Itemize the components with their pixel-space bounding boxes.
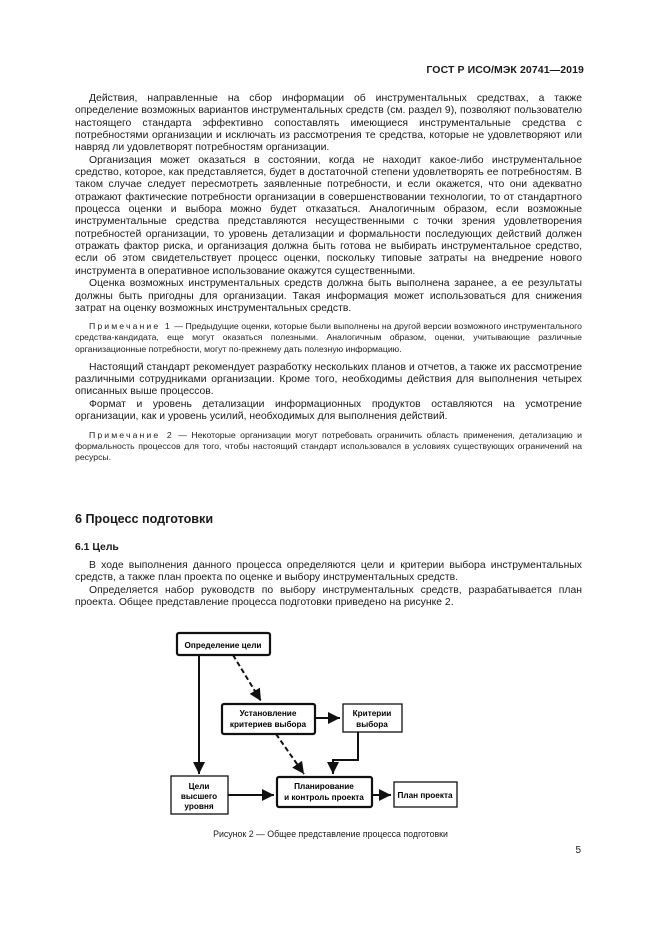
label-plan-1: Планирование bbox=[294, 782, 354, 791]
arrow-critout-to-planning bbox=[333, 732, 358, 774]
label-criteria-1: Установление bbox=[239, 709, 297, 718]
svg-text:критериев выбора bbox=[230, 719, 307, 729]
note-text: — Предыдущие оценки, которые были выполнены на другой версии возможного инструментального средства-кандидата, еще могут оказаться полезными. Аналогичным образом, оценки, учитывающие различные организационные потребности, могут по-прежнему дать полезную информацию. bbox=[75, 321, 582, 354]
svg-text:и контроль проекта bbox=[284, 793, 364, 802]
label-high-1: Цели bbox=[188, 782, 210, 791]
paragraph: Формат и уровень детализации информационных продуктов оставляются на усмотрение организации, как и уровень усилий, необходимых для выполнения действий. bbox=[75, 398, 582, 423]
page-number: 5 bbox=[575, 845, 581, 856]
arrow-criteria-to-planning bbox=[276, 734, 304, 774]
subsection-heading: 6.1 Цель bbox=[75, 542, 119, 553]
paragraph: Оценка возможных инструментальных средств должна быть выполнена заранее, а ее результаты должны быть пригодны для организации. Такая информация может использоваться для снижения затрат на оценку возможных инструментальных средств. bbox=[75, 278, 582, 314]
section-heading: 6 Процесс подготовки bbox=[75, 512, 214, 526]
arrow-goals-to-criteria bbox=[233, 655, 261, 701]
svg-text:уровня bbox=[184, 802, 213, 811]
label-high-3: уровня bbox=[184, 802, 214, 811]
paragraph: Настоящий стандарт рекомендует разработку нескольких планов и отчетов, а также их рассмотрение различными сотрудниками организации. Кроме того, необходимы действия для выполнения четырех описанных выше процессов. bbox=[75, 361, 582, 398]
svg-text:Планирование bbox=[294, 782, 354, 791]
svg-text:Цели bbox=[189, 782, 210, 791]
label-crit-out-1: Критерии bbox=[352, 709, 392, 718]
svg-text:План проекта bbox=[397, 791, 452, 800]
note-text: — Некоторые организации могут потребовать ограничить область применения, детализацию и формальность процессов для того, чтобы настоящий стандарт использовался в условиях существующих ограничений на ресурсы. bbox=[75, 429, 582, 462]
paragraph: Организация может оказаться в состоянии, когда не находит какое-либо инструментальное средство, которое, как представляется, будет в достаточной степени удовлетворять ее потребностям. В таком случае следует пересмотреть заявленные потребности, и если окажется, что они адекватно отражают фактические потребности организации в совершенствовании технологии, то от стандартного процесса оценки и выбора можно будет отказаться. Аналогичным образом, если возможные инструментальные средства представляются несущественными с точки зрения удовлетворения потребностей организации, то уровень детализации и формальности последующих действий должен отражать фактор риска, и организация должна быть готова не выбирать инструментальное средство, если об этом свидетельствует процесс оценки, поскольку типовые затраты на внедрение нового инструмента в оперативное использование окажутся существенными. bbox=[75, 154, 582, 277]
paragraph: Определяется набор руководств по выбору инструментальных средств, разрабатывается план проекта. Общее представление процесса подготовки приведено на рисунке 2. bbox=[75, 584, 582, 609]
svg-text:Установление bbox=[240, 709, 297, 718]
svg-text:Определение цели bbox=[185, 641, 262, 650]
svg-text:высшего bbox=[181, 792, 217, 801]
note-label: Примечание 2 bbox=[89, 429, 174, 440]
label-crit-out-2: выбора bbox=[356, 720, 388, 729]
label-high-2: высшего bbox=[180, 792, 218, 801]
svg-text:выбора bbox=[356, 719, 388, 729]
label-goals: Определение цели bbox=[184, 641, 262, 650]
paragraph: В ходе выполнения данного процесса определяются цели и критерии выбора инструментальных средств, а также план проекта по оценке и выбору инструментальных средств. bbox=[75, 560, 582, 584]
label-plan-2: и контроль проекта bbox=[284, 793, 364, 802]
paragraph: Действия, направленные на сбор информации об инструментальных средствах, а также определение возможных вариантов инструментальных средств (см. раздел 9), позволяют пользователю настоящего стандарта эффективно сопоставлять имеющиеся инструментальные средства с потребностями организации и исключать из рассмотрения те средства, которые не удовлетворяют или навряд ли удовлетворят потребностям организации. bbox=[75, 93, 582, 154]
figure-caption: Рисунок 2 — Общее представление процесса подготовки bbox=[213, 829, 448, 839]
note-label: Примечание 1 bbox=[89, 321, 172, 332]
document-header: ГОСТ Р ИСО/МЭК 20741—2019 bbox=[426, 64, 584, 76]
label-criteria-2: критериев выбора bbox=[229, 720, 307, 729]
label-plan-out: План проекта bbox=[397, 791, 453, 800]
svg-text:Критерии bbox=[353, 709, 392, 718]
